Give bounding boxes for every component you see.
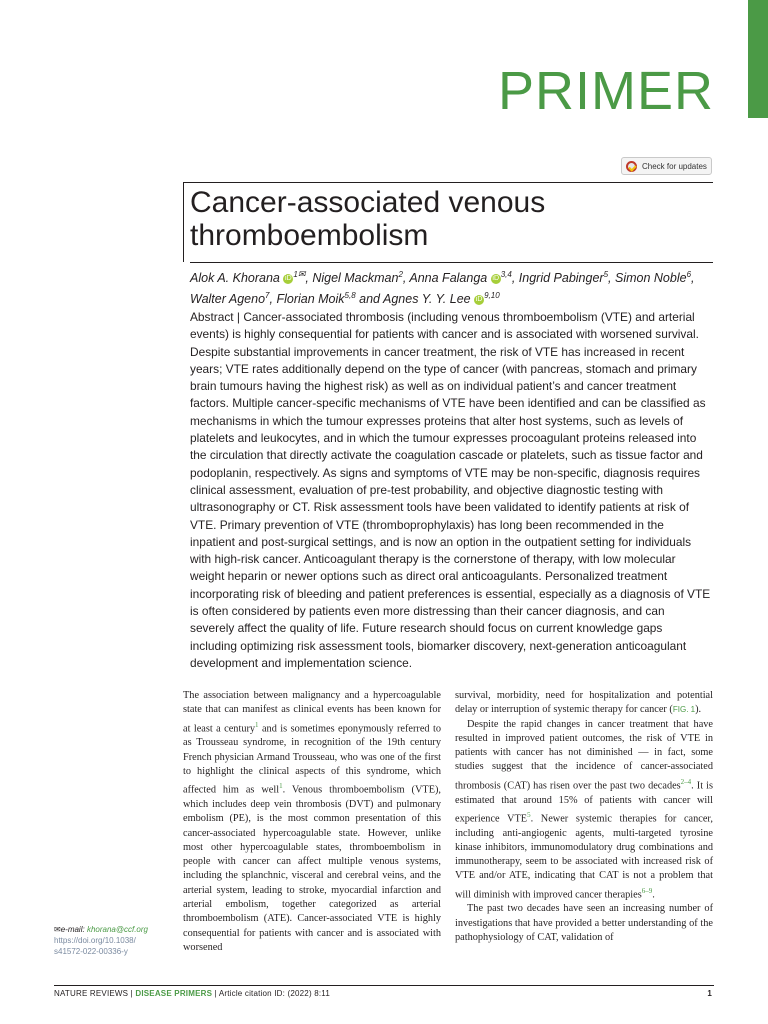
orcid-icon[interactable]: iD [492,274,500,282]
envelope-icon: ✉ [54,925,61,934]
footer-journal: NATURE REVIEWS | [54,989,136,998]
author-name: Ingrid Pabinger [518,271,604,286]
affiliation-sup: 2 [398,270,403,279]
section-label: PRIMER [497,61,714,121]
affiliation-sup: 5,8 [344,291,356,301]
text-run: . [652,889,655,901]
author-name: Agnes Y. Y. Lee [383,292,471,307]
figure-link[interactable]: FIG. 1 [672,705,696,715]
paragraph [455,718,713,903]
text-run: . It is estimated that around 15% of patients with cancer will experience VTE [455,780,713,825]
text-run: Despite the rapid changes in cancer treatment that have resulted in improved patient outcomes, the risk of VTE in patients with cancer has not diminished — in fact, some studies suggest that the incidence of cancer-associated thrombosis (CAT) has risen over the past two decades [455,718,713,792]
affiliation-sup: 7 [265,291,270,301]
text-run: ). [695,704,702,716]
author-list: Alok A. Khorana iD $^{1✉}$, Nigel Mackman$^2$, Anna Falanga iD $^{3,4}$, Ingrid Pabinger$^5$, Simon Noble$^6$, Walter Ageno$^7$, Florian Moik$^{5,8}$ and Agnes Y. Y. Lee iD $^{9,10}$ [190,269,695,307]
author-name: Simon Noble [614,271,687,286]
paragraph [455,689,713,718]
text-run: and is sometimes eponymously referred to as Trousseau syndrome, in recognition of the 19th century French physician Armand Trousseau, who was one of the first to highlight the clinical aspects of this syndrome, which affected him as well [183,723,441,796]
reference-link[interactable]: 5 [527,810,531,819]
email-label: e-mail: [60,925,87,934]
abstract [190,309,712,672]
author[interactable] [383,292,500,306]
footer-citation: | Article citation ID: (2022) 8:11 [212,989,331,998]
accent-bar [748,0,768,118]
reference-link[interactable]: 2–4 [680,777,692,786]
orcid-icon[interactable]: iD [285,274,292,282]
text-run: survival, morbidity, need for hospitalization and potential delay or interruption of systemic therapy for cancer ( [455,690,713,716]
correspondence-note [54,924,164,957]
author-name: Florian Moik [276,292,345,307]
paragraph [183,689,441,955]
check-updates-icon [626,161,637,172]
title-top-rule [183,182,713,183]
author-name: Anna Falanga [409,271,488,286]
abstract-label: Abstract | [190,310,241,324]
affiliation-sup: 3,4 [500,270,512,279]
reference-link[interactable]: 1 [279,782,283,791]
text-run: . Newer systemic therapies for cancer, including anti-angiogenic agents, multi-targeted tyrosine kinase inhibitors, immunomodulatory drug combinations and immunotherapy, seem to be associated with increased risk of VTE and/or ATE, indicating that CAT is not a problem that will diminish with improved cancer therapies [455,813,713,901]
affiliation-sup: 9,10 [484,291,500,301]
affiliation-sup: 1 [293,270,298,279]
doi-line: https://doi.org/10.1038/ [54,936,136,945]
author[interactable] [190,292,270,306]
check-for-updates-button[interactable] [621,157,712,175]
author-name: Alok A. Khorana [190,271,280,286]
text-run: The past two decades have seen an increasing number of investigations that have provided a better understanding of the pathophysiology of CAT, validation of [455,903,713,944]
footer [54,989,714,998]
author[interactable] [276,292,355,306]
title-bottom-rule [190,262,713,263]
author[interactable] [615,271,691,285]
author-name: Walter Ageno [190,292,266,307]
author[interactable] [312,271,403,285]
text-run: . Venous thromboembolism (VTE), which includes deep vein thrombosis (DVT) and pulmonary embolism (PE), is the most common presentation of this cancer-associated hypercoagulable state. However, unlike most other hypercoagulable states, thromboembolism in people with cancer can affect multiple venous systems, including the splanchnic, visceral and cerebral veins, and the arterial system, leading to stroke, myocardial infarction and arterial embolism, together categorized as arterial thromboembolism (ATE). Cancer-associated VTE is highly consequential for patients with cancer and is associated with worsened [183,784,441,953]
email-link[interactable]: khorana@ccf.org [86,925,148,934]
paragraph [455,902,713,945]
affiliation-sup: 6 [686,270,692,279]
orcid-icon[interactable]: iD [475,296,483,304]
author[interactable] [409,271,511,285]
body-column-left [183,689,441,955]
abstract-text: Cancer-associated thrombosis (including venous thromboembolism (VTE) and arterial events) is highly consequential for patients with cancer and is associated with worsened survival. Despite substantial improvements in cancer treatment, the risk of VTE has increased in recent years; VTE rates additionally depend on the type of cancer (with pancreas, stomach and primary brain tumours having the highest risk) as well as on individual patient’s and cancer treatment factors. Multiple cancer-specific mechanisms of VTE have been identified and can be classified as mechanisms in which the tumour expresses proteins that alter host systems, such as levels of platelets and leukocytes, and in which the tumour expresses procoagulant proteins released into the circulation that directly activate the coagulation cascade or platelets, such as tissue factor and podoplanin, respectively. As signs and symptoms of VTE may be non-specific, diagnosis requires clinical assessment, evaluation of pre-test probability, and objective diagnostic testing with ultrasonography or CT. Risk assessment tools have been validated to identify patients at risk of VTE. Primary prevention of VTE (thromboprophylaxis) has long been recommended in the inpatient and post-surgical settings, and is now an option in the outpatient setting for individuals with high-risk cancer. Anticoagulant therapy is the cornerstone of therapy, with low molecular weight heparin or newer options such as direct oral anticoagulants. Personalized treatment incorporating risk of bleeding and patient preferences is essential, especially as a diagnosis of VTE is often considered by patients even more distressing than their cancer diagnosis, and can severely affect the quality of life. Future research should focus on current knowledge gaps including optimizing risk assessment tools, biomarker discovery, next-generation anticoagulant development and implementation science. [190,310,711,670]
check-updates-label: Check for updates [642,161,707,171]
page-number: 1 [707,989,712,998]
text-run: The association between malignancy and a hypercoagulable state that can manifest as clinical events has been known for at least a century [183,690,441,735]
title-left-rule [183,182,184,262]
doi-link[interactable] [54,935,164,957]
reference-link[interactable]: 1 [255,720,259,729]
author[interactable] [190,271,305,285]
footer-section: DISEASE PRIMERS [135,989,213,998]
footer-rule [54,985,714,986]
affiliation-sup: 5 [603,270,609,279]
article-title: Cancer-associated venous thromboembolism [190,186,546,252]
author-name: Nigel Mackman [312,271,399,286]
author[interactable] [519,271,608,285]
body-column-right [455,689,713,945]
reference-link[interactable]: 6–9 [641,886,653,895]
envelope-icon: ✉ [297,269,306,279]
doi-line: s41572-022-00336-y [54,947,128,956]
